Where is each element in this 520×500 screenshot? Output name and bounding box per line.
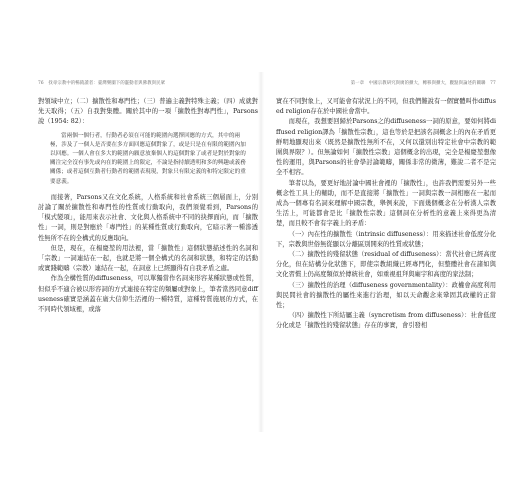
right-page xyxy=(276,80,496,332)
paragraph: 而接著，Parsons又在文化系統，人格系統和社會系統三個層面上，分別討論了關於擴散性和專門性的性質或行動取向，我們須覺看到，Parsons的「模式變項」，能用來表示社會、文化與人格系統中不同的抉擇面向，而「擴散性」一詞，則是對應於「專門性」的某種性質或行動取向，它暗示著一種滲透性無所不在的全構式的反應取向。 xyxy=(38,193,258,242)
block-quote: 當兩個一個行者，行動者必須在可能的範圍內選擇回應的方式，其中的兩極，涉及了一個人是否要在多方面回應這個對象了，或是只是在有限的範圍內加以回應。一個人會在多大的範圍內願意放棄個人的這個對象了或者是對於對象的關注完全沒有事先或內在的範圍上的限定，不論是指持續透明和多的興趣或義務關係；或者這個互動者行動者的範圍表現現，對象只有限定義的和特定限定的重要意義。 xyxy=(50,132,246,185)
paragraph: 但是，現在，在楊慶堃的用法裡，當「擴散性」這個狀態描述性的名詞和「宗教」一詞連結在一起，也就是將一個全構式的名詞和狀態，和特定的活動或實踐範疇（宗教）連結在一起，在詞意上已經顯得有自我矛盾之處。 xyxy=(38,244,258,273)
page-gutter xyxy=(258,72,264,432)
list-item: （一）內在性的擴散性（intrinsic diffuseness）：用來描述社會低度分化下，宗教與世俗無從顯以分離區別開來的性質或狀態； xyxy=(276,230,496,248)
list-item: （三）擴散性的治理（diffuseness governmentality）：政權會高度利用與民間社會的擴散性的屬性來進行治理，如以天命觀念來鞏固其政權的正當性； xyxy=(276,281,496,310)
left-running-header: 76 找尋宗教中的暢銷讀者：臺灣樂團下的靈動者與佛教與民眾 xyxy=(38,81,166,86)
left-page-body xyxy=(38,97,258,315)
right-page-body xyxy=(276,97,496,332)
left-page xyxy=(38,80,258,315)
paragraph: 對領域中立；（二）擴散性和專門性；（三）普遍主義對特殊主義；（四）成就對先天取得；（五）自我對集體。關於其中的一項「擴散性對專門性」，Parsons說（1954: 82）： xyxy=(38,98,258,126)
right-running-header: 第一章 中國宗教研究與廣的擴大，轉移與擴大，觀點與論述的關聯 77 xyxy=(350,81,496,86)
list-item: （四）擴散性下所結屬主義（syncretism from diffuseness）：社會低度分化或是「擴散性的殘留狀態」存在的事實，會引發相 xyxy=(276,312,496,330)
paragraph: 而現在，我想要回歸於Parsons之的diffuseness一詞的原意，要如何將diffused religion譯為「擴散性宗教」，這也等於是把該名詞概念上的內在矛盾更鮮明地顯現出來（既然是擴散性無所不在，又何以還別出特定社會中宗教的範圍與界限？）。但無論如何「擴散性宗教」這個概念的出現，完全是楊慶堃想像性的運用，與Parsons的社會學討論範疇，關係非常的微薄，難說二者不是完全不相容。 xyxy=(276,118,496,177)
paragraph: 作為全構性質的diffuseness，可以單獨當作名詞來形容某種狀態或性質，但似乎不適合被以形容詞的方式連接在特定的類屬或對象上，筆者當然同意diffuseness確實是涵蓋在廣大信仰生活裡的一種特質，這種特質施展的方式，在不同時代領域裡，或落 xyxy=(38,275,258,314)
list-item: （二）擴散性的殘留狀態（residual of diffuseness）：當代社會已經高度分化，但在結構分化狀態下，即使宗教組織已經專門化，但整體社會在諸如與文化習慣上仍高度類似於傳統社會，如重視祖拜與廟宇和高度的家法制； xyxy=(276,251,496,279)
paragraph: 筆者以為，要更好地討論中國社會裡的「擴散性」，也許我們需要另外一些概念性工具上的輔助，而不是直接將「擴散性」一詞與宗教一詞相應在一起而成為一個專有名詞來理解中國宗教，舉例來說，下面幾個概念在分析漢人宗教生活上，可能都會是比「擴散性宗教」這個詞在分析性的意義上來得更為清楚，而且較不會有字義上的矛盾： xyxy=(276,179,496,228)
paragraph: 實在不同對象上，又可能會有狀況上的不同，但我們難說有一個實體叫作diffused religion存在於中國社會當中。 xyxy=(276,98,496,116)
